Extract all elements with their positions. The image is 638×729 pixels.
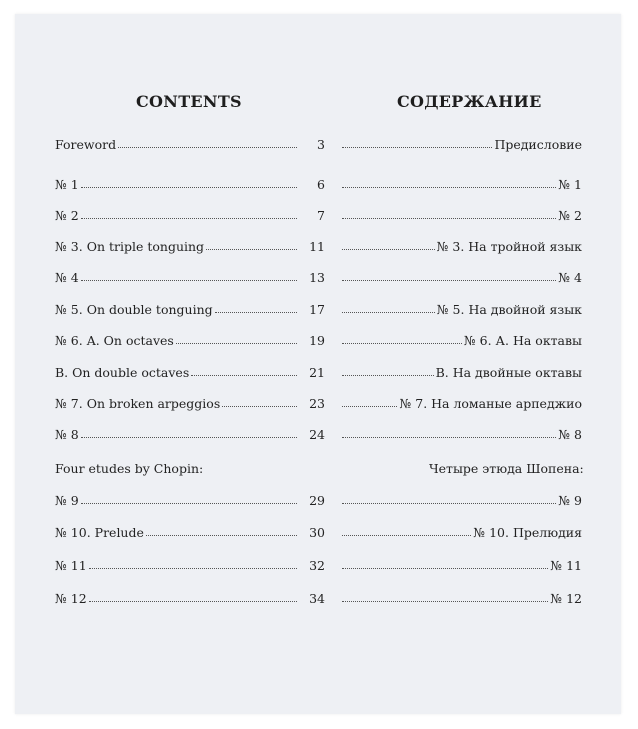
- toc-row: [15, 586, 621, 606]
- dot-leader: [146, 535, 297, 536]
- toc-entry-en: № 9: [55, 493, 79, 508]
- toc-entry-en: № 3. On triple tonguing: [55, 239, 205, 254]
- toc-row: [15, 172, 621, 192]
- toc-entry-ru: № 6. А. На октавы: [463, 333, 582, 348]
- dot-leader: [222, 406, 297, 407]
- dot-leader: [342, 375, 434, 376]
- toc-page-number: 34: [309, 591, 325, 606]
- toc-row: [15, 203, 621, 223]
- dot-leader: [342, 503, 556, 504]
- dot-leader: [342, 601, 548, 602]
- toc-page-number: 19: [309, 333, 325, 348]
- toc-entry-en: № 1: [55, 177, 79, 192]
- toc-entry-en: № 7. On broken arpeggios: [55, 396, 221, 411]
- dot-leader: [81, 503, 297, 504]
- toc-section-row: [15, 456, 621, 476]
- toc-entry-ru: № 1: [558, 177, 582, 192]
- toc-page-number: 11: [309, 239, 325, 254]
- toc-entry-en: № 12: [55, 591, 87, 606]
- toc-entry-ru: В. На двойные октавы: [435, 365, 582, 380]
- section-heading-en: Four etudes by Chopin:: [55, 461, 204, 476]
- dot-leader: [89, 568, 297, 569]
- toc-entry-ru: № 2: [558, 208, 582, 223]
- toc-entry-en: Foreword: [55, 137, 117, 152]
- section-heading-ru: Четыре этюда Шопена:: [429, 461, 584, 476]
- toc-entry-en: № 2: [55, 208, 79, 223]
- toc-entry-en: № 6. A. On octaves: [55, 333, 174, 348]
- dot-leader: [342, 312, 435, 313]
- toc-row: [15, 328, 621, 348]
- toc-entry-ru: № 11: [550, 558, 582, 573]
- toc-row: [15, 488, 621, 508]
- dot-leader: [81, 280, 297, 281]
- toc-entry-ru: № 3. На тройной язык: [436, 239, 582, 254]
- toc-entry-en: № 5. On double tonguing: [55, 302, 213, 317]
- toc-entry-en: № 8: [55, 427, 79, 442]
- toc-entry-en: № 10. Prelude: [55, 525, 144, 540]
- toc-page-number: 23: [309, 396, 325, 411]
- toc-row: [15, 422, 621, 442]
- toc-entry-ru: № 4: [558, 270, 582, 285]
- toc-entry-ru: Предисловие: [494, 137, 582, 152]
- dot-leader: [81, 218, 297, 219]
- toc-entry-ru: № 5. На двойной язык: [436, 302, 582, 317]
- toc-entry-ru: № 8: [558, 427, 582, 442]
- dot-leader: [89, 601, 297, 602]
- dot-leader: [342, 343, 462, 344]
- toc-row: [15, 132, 621, 152]
- toc-page-number: 24: [309, 427, 325, 442]
- toc-row: [15, 391, 621, 411]
- toc-page-number: 30: [309, 525, 325, 540]
- dot-leader: [215, 312, 297, 313]
- contents-heading: CONTENTS: [136, 92, 242, 111]
- toc-entry-ru: № 12: [550, 591, 582, 606]
- document-page: [15, 14, 621, 714]
- contents-heading-russian: СОДЕРЖАНИЕ: [397, 92, 542, 111]
- dot-leader: [342, 147, 492, 148]
- toc-page-number: 32: [309, 558, 325, 573]
- toc-entry-ru: № 7. На ломаные арпеджио: [399, 396, 582, 411]
- toc-page-number: 17: [309, 302, 325, 317]
- dot-leader: [176, 343, 297, 344]
- dot-leader: [342, 437, 556, 438]
- dot-leader: [118, 147, 297, 148]
- toc-page-number: 3: [317, 137, 325, 152]
- dot-leader: [342, 568, 548, 569]
- toc-row: [15, 520, 621, 540]
- toc-row: [15, 297, 621, 317]
- toc-row: [15, 265, 621, 285]
- dot-leader: [342, 218, 556, 219]
- dot-leader: [81, 437, 297, 438]
- toc-row: [15, 360, 621, 380]
- toc-page-number: 13: [309, 270, 325, 285]
- toc-entry-ru: № 9: [558, 493, 582, 508]
- dot-leader: [342, 535, 471, 536]
- toc-entry-en: № 11: [55, 558, 87, 573]
- toc-row: [15, 553, 621, 573]
- dot-leader: [206, 249, 297, 250]
- dot-leader: [342, 280, 556, 281]
- dot-leader: [342, 406, 397, 407]
- dot-leader: [191, 375, 297, 376]
- dot-leader: [81, 187, 297, 188]
- toc-entry-ru: № 10. Прелюдия: [473, 525, 582, 540]
- toc-row: [15, 234, 621, 254]
- toc-page-number: 7: [317, 208, 325, 223]
- toc-page-number: 6: [317, 177, 325, 192]
- toc-page-number: 29: [309, 493, 325, 508]
- toc-page-number: 21: [309, 365, 325, 380]
- toc-entry-en: № 4: [55, 270, 79, 285]
- toc-entry-en: B. On double octaves: [55, 365, 190, 380]
- dot-leader: [342, 249, 435, 250]
- dot-leader: [342, 187, 556, 188]
